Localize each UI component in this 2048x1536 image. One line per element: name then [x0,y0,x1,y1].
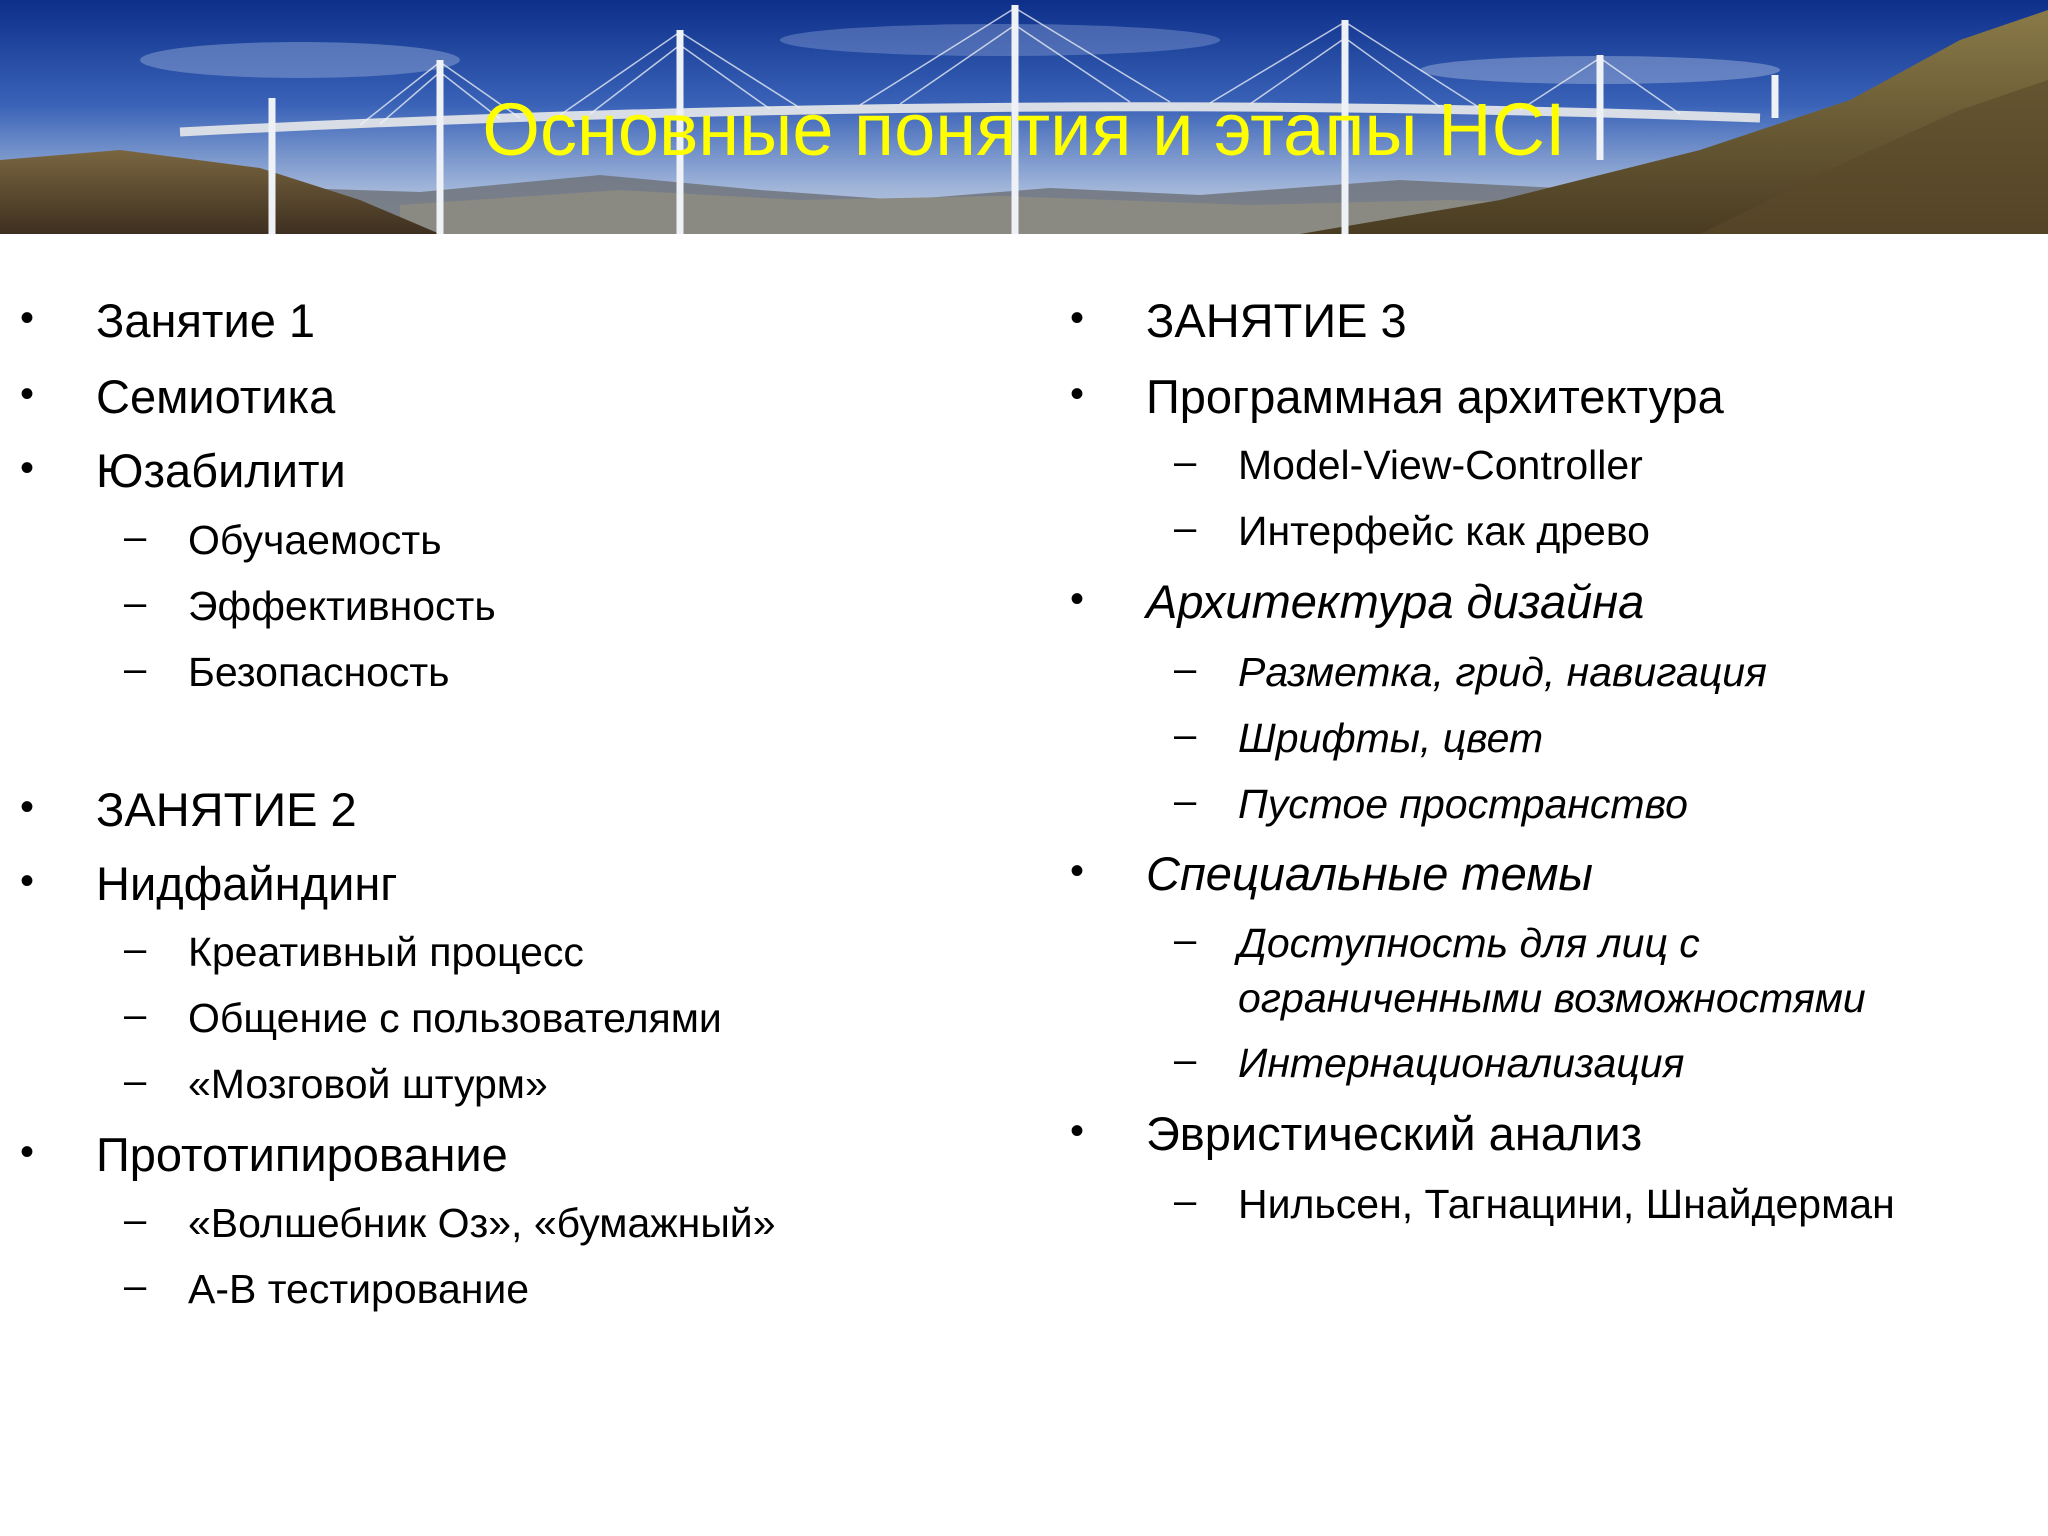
dash-marker: – [124,927,147,971]
slide-title: Основные понятия и этапы HCI [482,88,1566,171]
dash-marker: – [124,647,147,691]
list-item-text: Юзабилити [96,444,346,497]
bullet-marker: • [20,372,35,416]
bullet-marker: • [1070,372,1085,416]
list-subitem-text: Креативный процесс [188,929,584,975]
list-item-text: Специальные темы [1146,847,1594,900]
list-item-text: Эвристический анализ [1146,1107,1643,1160]
dash-marker: – [124,1059,147,1103]
bullet-marker: • [20,1130,35,1174]
list-subitem-text: Model-View-Controller [1238,442,1643,488]
list-item-text: ЗАНЯТИЕ 3 [1146,294,1407,347]
list-subitem-text: Обучаемость [188,517,442,563]
bullet-marker: • [20,296,35,340]
bullet-marker: • [1070,1109,1085,1153]
header-banner [0,0,2048,234]
list-subitem-text: Доступность для лиц с [1238,920,1700,966]
dash-marker: – [124,1264,147,1308]
list-subitem-text: Шрифты, цвет [1238,715,1544,761]
dash-marker: – [1174,647,1197,691]
list-subitem-text: «Мозговой штурм» [188,1061,548,1107]
list-item-text: Прототипирование [96,1128,508,1181]
bullet-marker: • [20,446,35,490]
list-subitem-text: Нильсен, Тагнацини, Шнайдерман [1238,1181,1895,1227]
list-item-text: ЗАНЯТИЕ 2 [96,783,357,836]
list-subitem-text: ограниченными возможностями [1238,975,1866,1021]
bullet-marker: • [20,785,35,829]
list-item-text: Нидфайндинг [96,857,398,910]
list-subitem-text: Общение с пользователями [188,995,722,1041]
list-subitem-text: Разметка, грид, навигация [1238,649,1767,695]
list-item-text: Архитектура дизайна [1146,575,1645,628]
dash-marker: – [124,1198,147,1242]
bullet-marker: • [20,859,35,903]
dash-marker: – [124,515,147,559]
list-item-text: Занятие 1 [96,294,316,347]
bullet-marker: • [1070,577,1085,621]
dash-marker: – [1174,506,1197,550]
list-subitem-text: Пустое пространство [1238,781,1688,827]
bullet-marker: • [1070,849,1085,893]
dash-marker: – [1174,440,1197,484]
dash-marker: – [1174,1038,1197,1082]
dash-marker: – [124,581,147,625]
list-item-text: Программная архитектура [1146,370,1724,423]
list-subitem-text: Интернационализация [1238,1040,1685,1086]
bullet-marker: • [1070,296,1085,340]
list-item-text: Семиотика [96,370,336,423]
dash-marker: – [1174,779,1197,823]
list-subitem-text: Эффективность [188,583,496,629]
list-subitem-text: Интерфейс как древо [1238,508,1650,554]
dash-marker: – [1174,918,1197,962]
dash-marker: – [1174,1179,1197,1223]
list-subitem-text: «Волшебник Оз», «бумажный» [188,1200,776,1246]
dash-marker: – [1174,713,1197,757]
dash-marker: – [124,993,147,1037]
list-subitem-text: A-B тестирование [188,1266,530,1312]
list-subitem-text: Безопасность [188,649,450,695]
